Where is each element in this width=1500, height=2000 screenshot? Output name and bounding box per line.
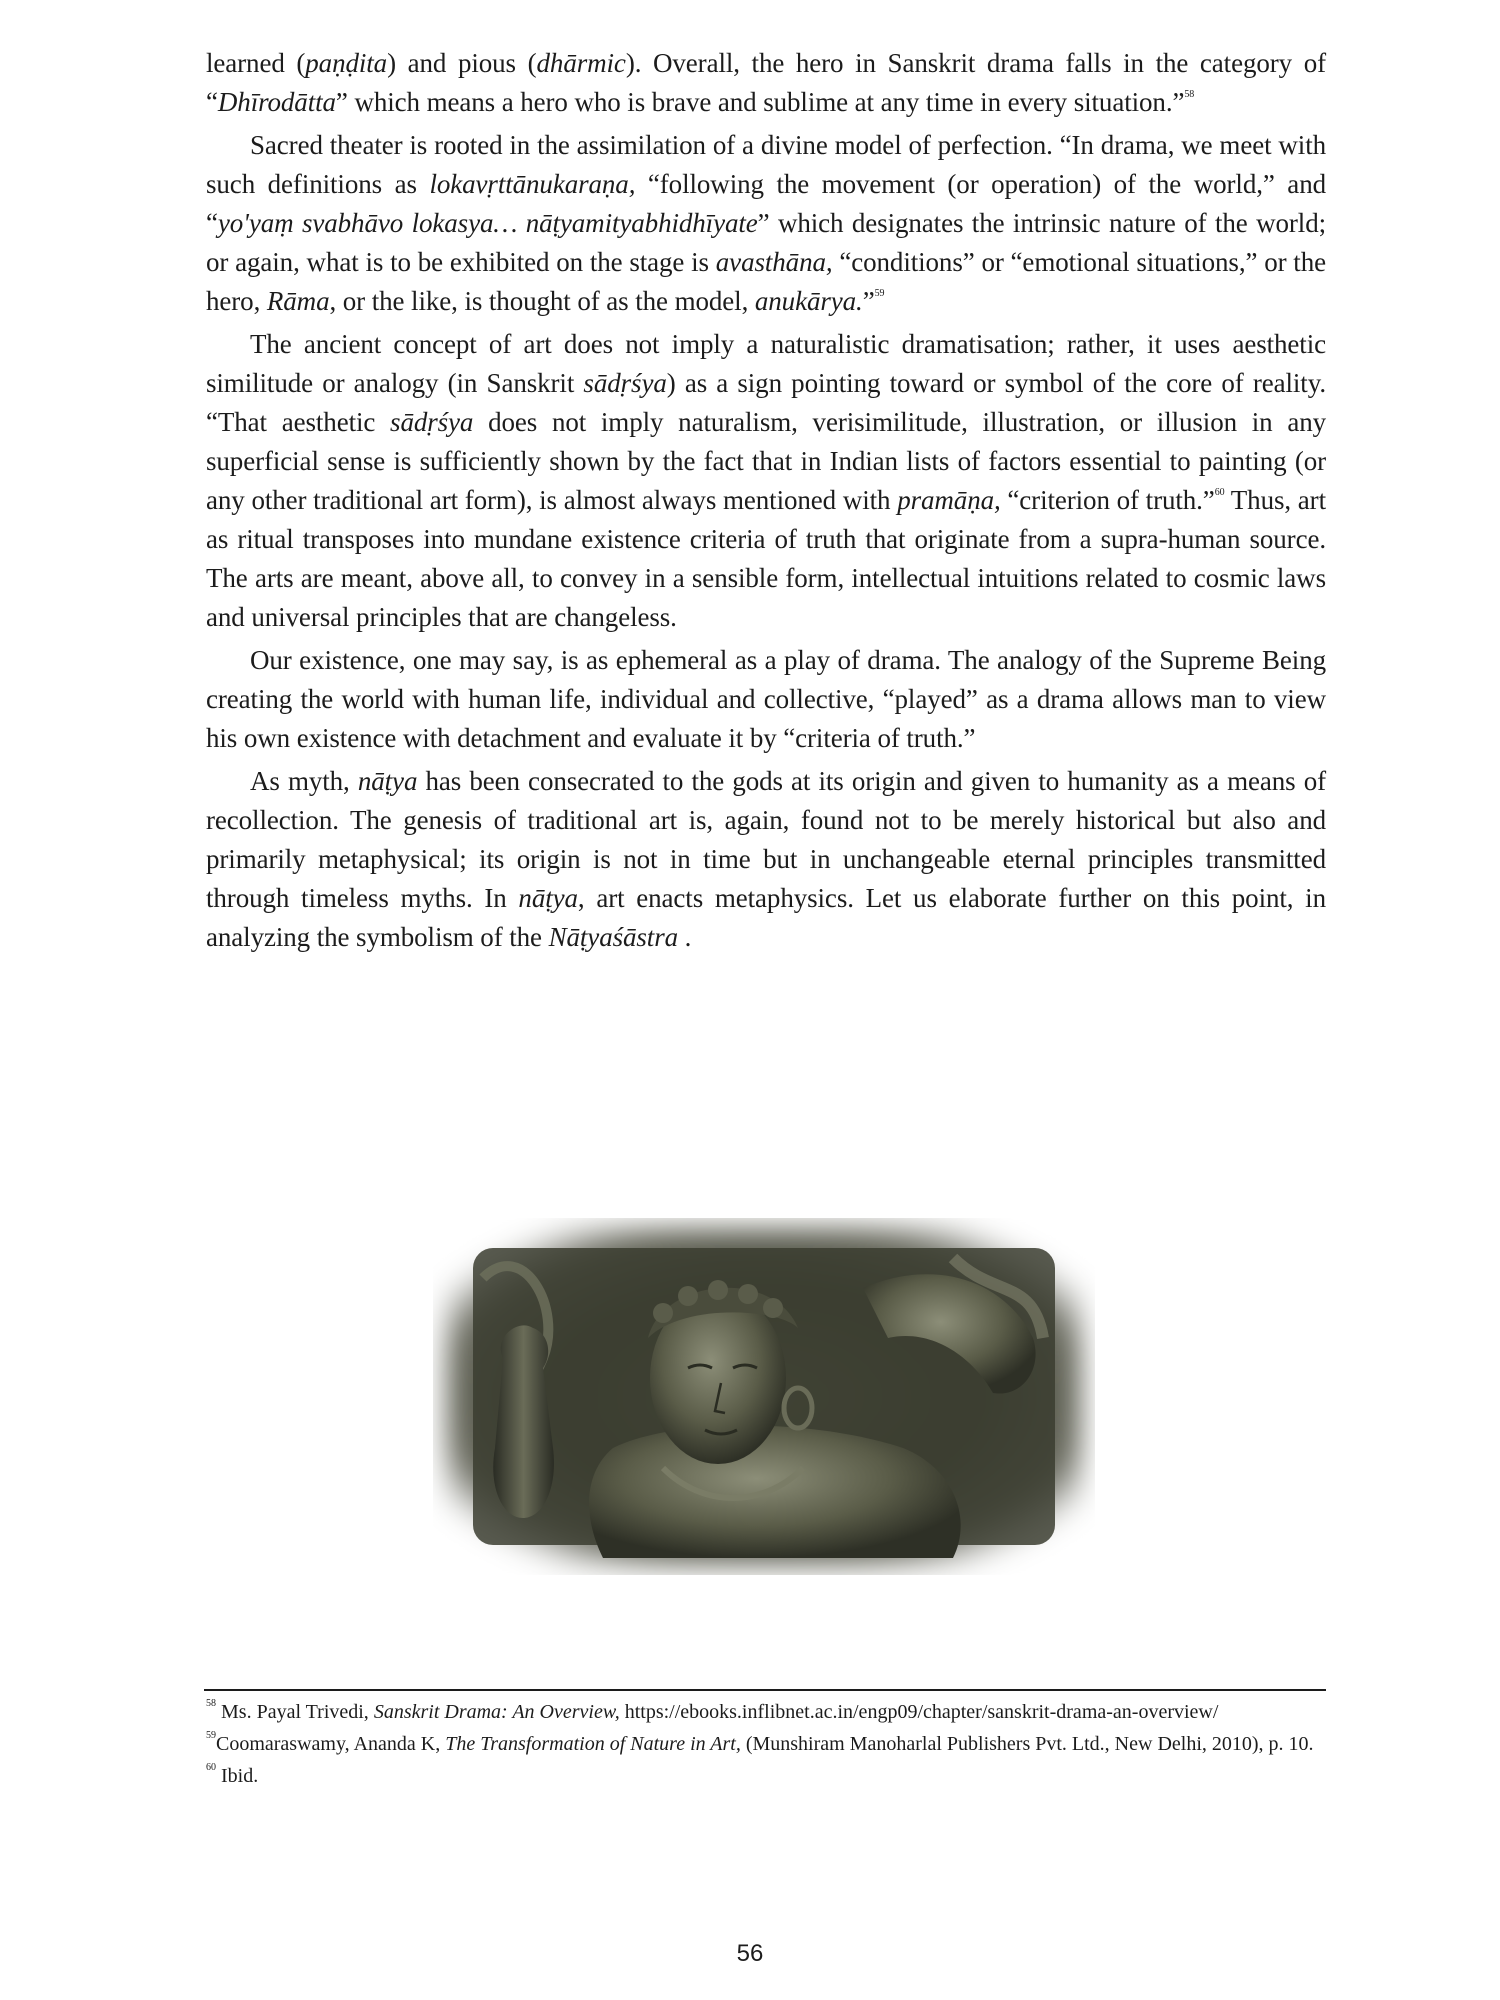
footnote-number: 59: [206, 1730, 216, 1741]
text-run: learned (: [206, 48, 306, 78]
text-run: ). Overall, the hero in Sanskrit drama falls in the category of “: [206, 48, 1326, 117]
italic-term: paṇḍita: [305, 48, 388, 78]
text-run: Thus, art as ritual transposes into mundane existence criteria of truth that originate from a supra-human source. The arts are meant, above all, to convey in a sensible form, intellectual intuitions related to cosmic laws and universal principles that are changeless.: [206, 485, 1326, 632]
text-run: “conditions” or “emotional situations,” or the hero,: [206, 247, 1326, 316]
text-run: , art enacts metaphysics. Let us elaborate further on this point, in analyzing the symbolism of the: [206, 883, 1326, 952]
footnote-60: [206, 1760, 1326, 1792]
text-run: ) and pious (: [387, 48, 537, 78]
italic-title: Sanskrit Drama: An Overview,: [373, 1701, 620, 1723]
paragraph-2: [206, 126, 1326, 321]
paragraph-1: [206, 44, 1326, 122]
text-run: ) as a sign pointing toward or symbol of the core of reality. “That aesthetic: [206, 368, 1326, 437]
italic-term: Rāma: [266, 286, 330, 316]
text-run: ” which means a hero who is brave and sublime at any time in every situation.”: [335, 87, 1185, 117]
text-run: Coomaraswamy, Ananda K,: [216, 1733, 446, 1755]
sculpture-photo: [433, 1218, 1095, 1575]
text-run: “criterion of truth.”: [1000, 485, 1215, 515]
italic-term: lokavṛttānukaraṇa,: [429, 169, 636, 199]
footnote-number: 58: [206, 1698, 216, 1709]
footnote-link[interactable]: https://ebooks.inflibnet.ac.in/engp09/chapter/sanskrit-drama-an-overview/: [619, 1701, 1219, 1723]
text-run: ”: [862, 286, 875, 316]
text-run: .: [678, 922, 692, 952]
text-run: (Munshiram Manoharlal Publishers Pvt. Ltd., New Delhi, 2010), p. 10.: [740, 1733, 1314, 1755]
footnote-59: [206, 1728, 1326, 1760]
text-run: does not imply naturalism, verisimilitude, illustration, or illusion in any superficial sense is sufficiently shown by the fact that in Indian lists of factors essential to painting (or any other traditional art form), is almost always mentioned with: [206, 407, 1327, 515]
text-run: As myth,: [250, 766, 358, 796]
italic-term: pramāṇa,: [897, 485, 1001, 515]
page-number: 56: [736, 1940, 764, 1967]
footnote-ref: 60: [1214, 487, 1225, 498]
footnote-ref: 59: [874, 288, 885, 299]
sculpture-image: [433, 1218, 1095, 1575]
italic-term: anukārya.: [754, 286, 863, 316]
text-run: Sacred theater is rooted in the assimilation of a divine model of perfection. “In drama, we meet with such definitions as: [206, 130, 1326, 199]
italic-term: sādṛśya: [390, 407, 474, 437]
paragraph-3: [206, 325, 1326, 637]
body-text: [206, 44, 1326, 961]
italic-term: Dhīrodātta: [217, 87, 336, 117]
italic-title: The Transformation of Nature in Art,: [445, 1733, 741, 1755]
footnote-divider: [204, 1689, 1326, 1691]
text-run: , or the like, is thought of as the model,: [329, 286, 755, 316]
paragraph-4: Our existence, one may say, is as ephemeral as a play of drama. The analogy of the Supreme Being creating the world with human life, individual and collective, “played” as a drama allows man to view his own existence with detachment and evaluate it by “criteria of truth.”: [206, 645, 1326, 753]
italic-term: yo'yaṃ svabhāvo lokasya… nāṭyamityabhidhīyate: [217, 208, 758, 238]
text-run: The ancient concept of art does not imply a naturalistic dramatisation; rather, it uses aesthetic similitude or analogy (in Sanskrit: [206, 329, 1326, 398]
italic-term: nāṭya: [357, 766, 418, 796]
italic-term: nāṭya: [518, 883, 578, 913]
text-run: has been consecrated to the gods at its origin and given to humanity as a means of recollection. The genesis of traditional art is, again, found not to be merely historical but also and primarily metaphysical; its origin is not in time but in unchangeable eternal principles transmitted through timeless myths. In: [206, 766, 1327, 913]
italic-term: avasthāna,: [715, 247, 833, 277]
italic-term: Nāṭyaśāstra: [548, 922, 679, 952]
text-run: “following the movement (or operation) of the world,” and “: [206, 169, 1326, 238]
italic-term: sādṛśya: [583, 368, 667, 398]
footnote-number: 60: [206, 1762, 216, 1773]
footnote-58: [206, 1696, 1326, 1728]
footnote-ref: 58: [1184, 89, 1195, 100]
text-run: Ms. Payal Trivedi,: [216, 1701, 374, 1723]
footnotes: [206, 1696, 1326, 1792]
italic-term: dhārmic: [536, 48, 626, 78]
paragraph-5: [206, 762, 1326, 957]
text-run: Ibid.: [216, 1765, 259, 1787]
text-run: ” which designates the intrinsic nature of the world; or again, what is to be exhibited on the stage is: [206, 208, 1326, 277]
